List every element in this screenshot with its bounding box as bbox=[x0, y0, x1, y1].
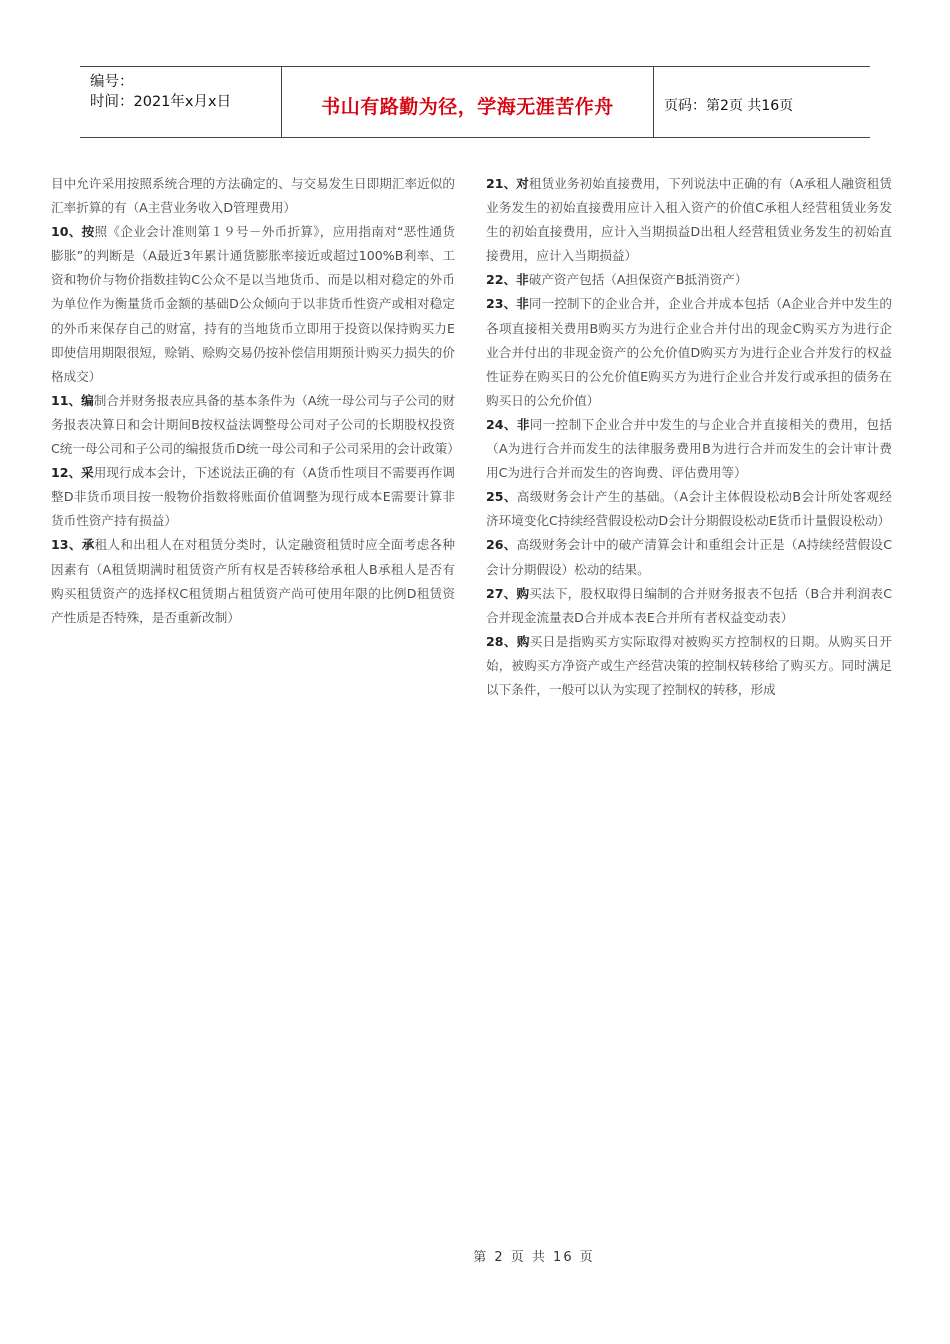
document-number-label: 编号： bbox=[90, 74, 134, 90]
question-text: 买日是指购买方实际取得对被购买方控制权的日期。从购买日开始，被购买方净资产或生产经营决策的控制权转移给了购买方。同时满足以下条件，一般可以认为实现了控制权的转移，形成 bbox=[486, 633, 892, 697]
question-item bbox=[486, 485, 892, 533]
question-item bbox=[486, 292, 892, 412]
question-lead: 21、对 bbox=[486, 176, 529, 191]
question-item bbox=[486, 630, 892, 702]
question-text: 租赁业务初始直接费用，下列说法中正确的有（A承租人融资租赁业务发生的初始直接费用应计入租入资产的价值C承租人经营租赁业务发生的初始直接费用，应计入当期损益D出租人经营租赁业务发生的初始直接费用，应计入当期损益） bbox=[486, 176, 892, 264]
question-lead: 12、采 bbox=[51, 465, 94, 481]
question-lead: 22、非 bbox=[486, 272, 529, 288]
question-text: 用现行成本会计，下述说法正确的有（A货币性项目不需要再作调整D非货币项目按一般物价指数将账面价值调整为现行成本E需要计算非货币性资产持有损益） bbox=[51, 465, 455, 529]
question-text: 制合并财务报表应具备的基本条件为（A统一母公司与子公司的财务报表决算日和会计期间B按权益法调整母公司对子公司的长期股权投资C统一母公司和子公司的编报货币D统一母公司和子公司采用的会计政策） bbox=[51, 392, 460, 457]
left-column bbox=[51, 172, 460, 630]
question-text: 高级财务会计中的破产清算会计和重组会计正是（A持续经营假设C会计分期假设）松动的结果。 bbox=[486, 537, 892, 577]
question-item bbox=[51, 389, 460, 461]
question-lead: 26、 bbox=[486, 537, 517, 553]
footer-page-number: 第 2 页 共 16 页 bbox=[473, 1250, 595, 1265]
question-lead: 24、非 bbox=[486, 416, 530, 432]
question-item bbox=[51, 220, 455, 389]
question-lead: 27、购 bbox=[486, 585, 530, 601]
header-meta bbox=[80, 67, 282, 137]
question-lead: 28、购 bbox=[486, 633, 530, 649]
page-header bbox=[80, 66, 870, 138]
question-text: 高级财务会计产生的基础。（A会计主体假设松动B会计所处客观经济环境变化C持续经营假设松动D会计分期假设松动E货币计量假设松动） bbox=[486, 489, 892, 529]
question-item bbox=[486, 533, 892, 581]
question-text: 照《企业会计准则第１９号－外币折算》，应用指南对“恶性通货膨胀”的判断是（A最近3年累计通货膨胀率接近或超过100%B利率、工资和物价与物价指数挂钩C公众不是以当地货币、而是以相对稳定的外币为单位作为衡量货币金额的基础D公众倾向于以非货币性资产或相对稳定的外币来保存自己的财富，持有的当地货币立即用于投资以保持购买力E即使信用期限很短，赊销、赊购交易仍按补偿信用期预计购买力损失的价格成交） bbox=[51, 224, 455, 384]
question-lead: 25、 bbox=[486, 489, 517, 505]
question-text: 同一控制下的企业合并，企业合并成本包括（A企业合并中发生的各项直接相关费用B购买方为进行企业合并付出的现金C购买方为进行企业合并付出的非现金资产的公允价值D购买方为进行企业合并发行的权益性证券在购买日的公允价值E购买方为进行企业合并发行或承担的债务在购买日的公允价值） bbox=[486, 296, 892, 408]
header-page-number: 页码：第2页 共16页 bbox=[664, 98, 794, 114]
question-text: 租人和出租人在对租赁分类时，认定融资租赁时应全面考虑各种因素有（A租赁期满时租赁资产所有权是否转移给承租人B承租人是否有购买租赁资产的选择权C租赁期占租赁资产尚可使用年限的比例D租赁资产性质是否特殊，是否重新改制） bbox=[51, 537, 456, 625]
question-text: 破产资产包括（A担保资产B抵消资产） bbox=[528, 272, 748, 288]
question-item bbox=[51, 533, 455, 629]
question-lead: 10、按 bbox=[51, 224, 95, 240]
question-item bbox=[486, 413, 892, 485]
question-lead: 13、承 bbox=[51, 537, 95, 553]
header-page-cell bbox=[654, 67, 870, 137]
header-motto: 书山有路勤为径，学海无涯苦作舟 bbox=[321, 95, 614, 118]
question-item bbox=[486, 582, 892, 630]
question-item bbox=[486, 172, 892, 268]
question-lead: 23、非 bbox=[486, 296, 529, 312]
right-column bbox=[486, 172, 892, 702]
question-text: 买法下，股权取得日编制的合并财务报表不包括（B合并利润表C合并现金流量表D合并成本表E合并所有者权益变动表） bbox=[486, 585, 892, 625]
question-item bbox=[51, 461, 455, 533]
question-text: 目中允许采用按照系统合理的方法确定的、与交易发生日即期汇率近似的汇率折算的有（A主营业务收入D管理费用） bbox=[51, 176, 455, 216]
question-text: 同一控制下企业合并中发生的与企业合并直接相关的费用，包括（A为进行合并而发生的法律服务费用B为进行合并而发生的会计审计费用C为进行合并而发生的咨询费、评估费用等） bbox=[486, 416, 892, 481]
question-item bbox=[486, 268, 892, 292]
question-lead: 11、编 bbox=[51, 392, 94, 408]
page-footer bbox=[0, 1246, 950, 1265]
document-time-label: 时间：2021年x月x日 bbox=[90, 94, 232, 110]
question-item bbox=[51, 172, 455, 220]
header-motto-cell bbox=[282, 67, 654, 137]
